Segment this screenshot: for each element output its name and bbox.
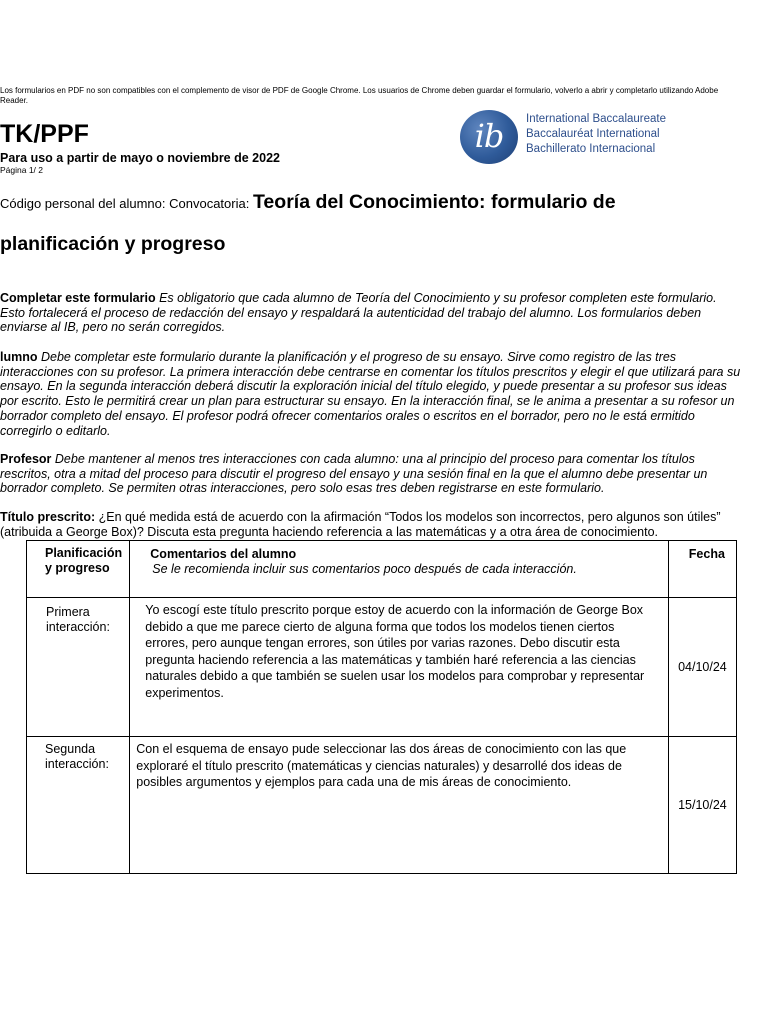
- prescribed-title-section: [0, 510, 744, 539]
- stage-header-label: Planificación y progreso: [45, 546, 123, 575]
- table-row: [27, 737, 737, 874]
- page-number: Página 1/ 2: [0, 165, 44, 175]
- ib-logo-names: [526, 112, 666, 157]
- comments-header-hint: Se le recomienda incluir sus comentarios poco después de cada interacción.: [152, 561, 577, 576]
- date-column-header: [668, 541, 736, 598]
- ib-name-french: Baccalauréat International: [526, 128, 660, 140]
- student-info-line: [0, 188, 740, 218]
- date-value: 04/10/24: [678, 660, 727, 674]
- complete-form-label: Completar este formulario: [0, 291, 156, 305]
- comment-text: Yo escogí este título prescrito porque estoy de acuerdo con la información de George Box debido a que me parece cierto de alguna forma que todos los modelos tienen ciertos errores, pero aunque tengan errores, son útiles por varias razones. Debo discutir esta pregunta haciendo referencia a las matemáticas y también haré referencia a las ciencias naturales debido a que también se suelen usar los modelos para comprobar y representar experimentos.: [145, 603, 645, 700]
- session-label: Convocatoria:: [169, 196, 250, 211]
- stage-label: Segunda interacción:: [45, 742, 109, 771]
- document-code: TK/PPF: [0, 120, 89, 148]
- form-title-part2: planificación y progreso: [0, 233, 226, 255]
- prescribed-title-label: Título prescrito:: [0, 510, 96, 524]
- stage-column-header: [27, 541, 130, 598]
- comment-cell[interactable]: [130, 737, 669, 874]
- stage-cell: [27, 598, 130, 737]
- ib-name-english: International Baccalaureate: [526, 113, 667, 125]
- validity-text: Para uso a partir de mayo o noviembre de 2022: [0, 151, 280, 165]
- ib-name-spanish: Bachillerato Internacional: [526, 143, 656, 155]
- student-section: [0, 350, 744, 438]
- date-cell[interactable]: [668, 598, 736, 737]
- complete-form-text: Es obligatorio que cada alumno de Teoría del Conocimiento y su profesor completen este formulario. Esto fortalecerá el proceso de redacción del ensayo y respaldará la autenticidad del trabajo del alumno. Los formularios deben enviarse al IB, pero no serán corregidos.: [0, 291, 717, 335]
- stage-label: Primera interacción:: [46, 605, 110, 634]
- date-value: 15/10/24: [678, 798, 727, 812]
- table-header-row: [27, 541, 737, 598]
- teacher-section: [0, 452, 744, 496]
- form-title-part1: Teoría del Conocimiento: formulario de: [252, 191, 616, 213]
- prescribed-title-text: ¿En qué medida está de acuerdo con la afirmación “Todos los modelos son incorrectos, pero algunos son útiles” (atribuida a George Box)? Discuta esta pregunta haciendo referencia a las matemáticas y a otra área de conocimiento.: [0, 510, 721, 539]
- student-label: lumno: [0, 350, 38, 364]
- stage-cell: [27, 737, 130, 874]
- comments-column-header: [130, 541, 669, 598]
- complete-form-section: [0, 291, 744, 335]
- teacher-label: Profesor: [0, 452, 52, 466]
- student-code-label: Código personal del alumno:: [0, 196, 166, 211]
- comment-cell[interactable]: [130, 598, 669, 737]
- comments-header-label: Comentarios del alumno: [150, 547, 297, 561]
- student-text: Debe completar este formulario durante la planificación y el progreso de su ensayo. Sirve como registro de las tres interacciones con su profesor. La primera interacción debe centrarse en comentar los títulos prescritos y elegir el que utilizará para su ensayo. En la segunda interacción deberá discutir la exploración inicial del título elegido, y puede presentar a su profesor sus ideas por escrito. Esto le permitirá crear un plan para estructurar su ensayo. En la interacción final, se le anima a presentar a su rofesor un borrador completo del ensayo. El profesor podrá ofrecer comentarios orales o escritos en el borrador, pero no le está ermitido corregirlo o editarlo.: [0, 350, 741, 438]
- date-header-label: Fecha: [688, 547, 725, 561]
- table-row: [27, 598, 737, 737]
- ib-logo: [460, 108, 690, 168]
- chrome-compatibility-note: Los formularios en PDF no son compatibles con el complemento de visor de PDF de Google Chrome. Los usuarios de Chrome deben guardar el formulario, volverlo a abrir y completarlo utilizando Adobe Reader.: [0, 86, 719, 105]
- comment-text: Con el esquema de ensayo pude seleccionar las dos áreas de conocimiento con las que exploraré el título prescrito (matemáticas y ciencias naturales) y desarrollé dos ideas de posibles argumentos y ejemplos para cada una de mis áreas de conocimiento.: [136, 742, 627, 789]
- ib-logo-letters: ib: [474, 117, 504, 155]
- planning-table: [26, 540, 737, 874]
- teacher-text: Debe mantener al menos tres interacciones con cada alumno: una al principio del proceso para comentar los títulos rescritos, otra a mitad del proceso para discutir el progreso del ensayo y una sesión final en la que el alumno debe presentar un borrador completo. Se permiten otras interacciones, pero solo esas tres deben registrarse en este formulario.: [0, 452, 708, 496]
- date-cell[interactable]: [668, 737, 736, 874]
